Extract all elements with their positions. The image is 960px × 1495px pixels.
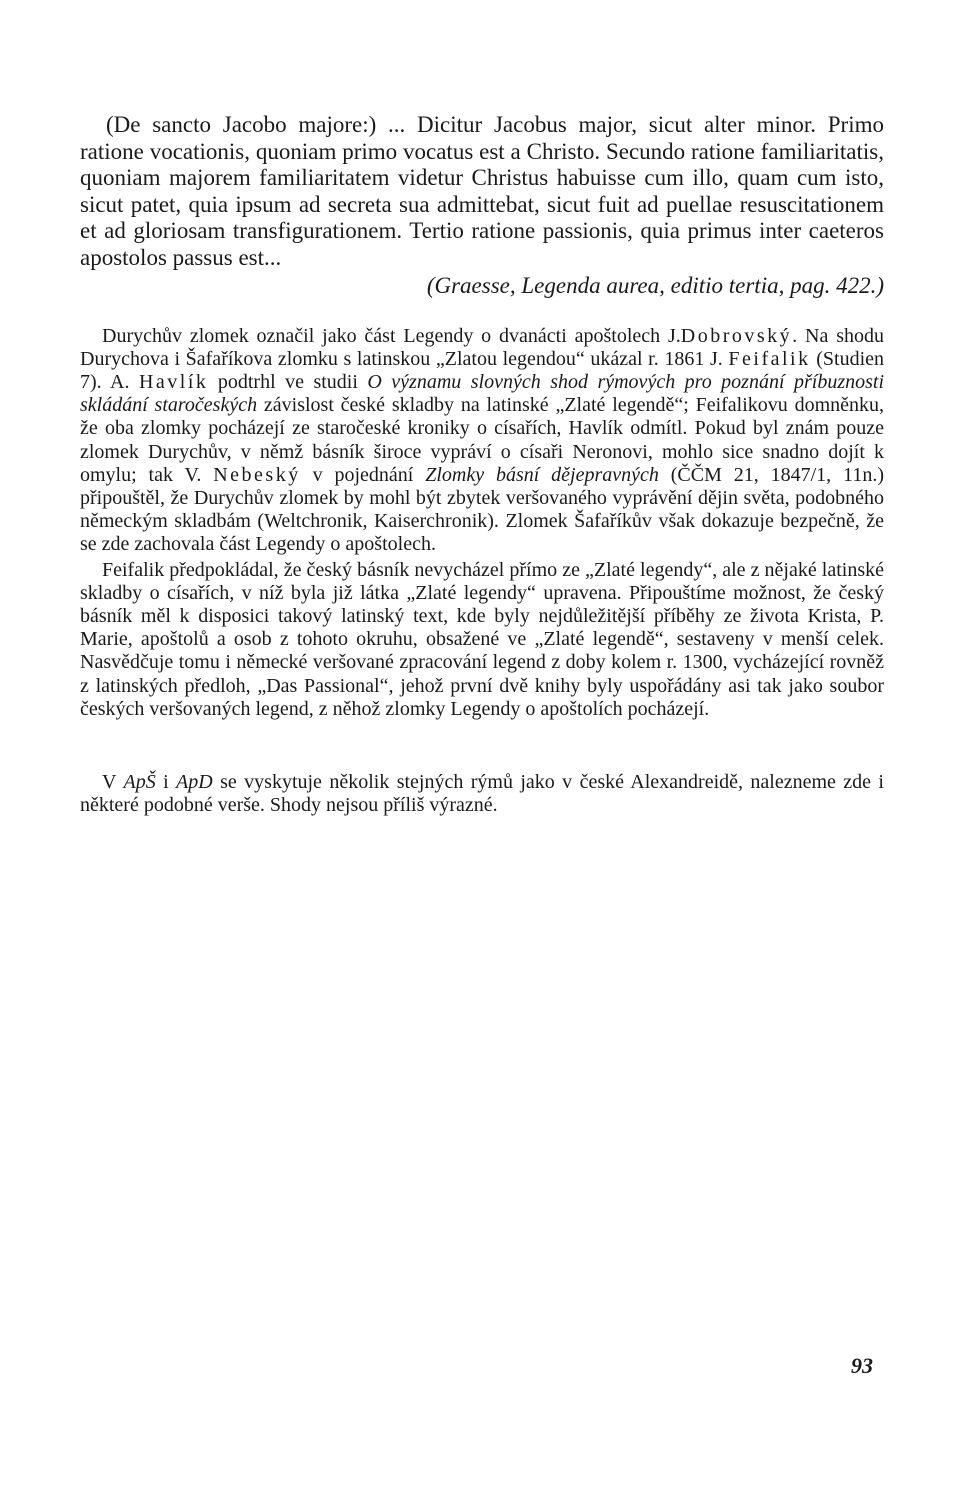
text-run: (ČČM 21, 1847/1, 11n.) připouštěl, že Durychův zlomek by mohl být zbytek veršovaného vyprávění dějin světa, podobného německým skladbám (Weltchronik, Kaiserchronik). Zlomek Šafaříkův však dokazuje bezpečně, že se zde zachovala část Legendy o apoštolech. [80,463,884,556]
text-run: se vyskytuje několik stejných rýmů jako v české Alexandreidě, nalezneme zde i některé podobné verše. Shody nejsou příliš výrazné. [80,770,884,817]
latin-quote: (De sancto Jacobo majore:) ... Dicitur Jacobus major, sicut alter minor. Primo ratione vocationis, quoniam primo vocatus est a Christo. Secundo ratione familiaritatis, quoniam majorem familiaritatem videtur Christus habuisse cum illo, quam cum isto, sicut patet, quia ipsum ad secreta sua admittebat, sicut fuit ad puellae resuscitationem et ad gloriosam transfigurationem. Tertio ratione passionis, quia primus inter caeteros apostolos passus est... [80,112,884,270]
quote-citation: (Graesse, Legenda aurea, editio tertia, pag. 422.) [426,273,884,298]
siglum-apd: ApD [176,770,213,793]
paragraph-durych-fragment [80,325,884,557]
author-name: Feifalik [728,347,811,370]
text-run: Durychův zlomek označil jako část Legendy o dvanácti apoštolech J. [102,324,681,347]
text-run: V [102,770,124,793]
text-run: podtrhl ve studii [208,370,368,393]
text-run: (Studien 7). A. [80,347,885,393]
text-run: závislost české skladby na latinské „Zlaté legendě“; Feifalikovu domněnku, že oba zlomky pocházejí ze staročeské kroniky o císařích, Havlík odmítl. Pokud byl znám pouze zlomek Durychův, v němž básník široce vypráví o císaři Neronovi, mohlo sice snadno dojít k omylu; tak V. [80,394,884,486]
paragraph-alexandreis [80,771,884,817]
page-content [80,112,884,817]
text-run: . Na shodu Durychova i Šafaříkova zlomku s latinskou „Zlatou legendou“ ukázal r. 1861 J. [80,324,884,370]
author-name: Nebeský [213,463,301,486]
siglum-aps: ApŠ [123,770,156,793]
study-title: Zlomky básní dějepravných [425,463,659,486]
study-title: O významu slovných shod rýmových pro poznání příbuznosti skládání staročeských [80,370,885,417]
author-name: Havlík [138,370,209,393]
page-number: 93 [851,1353,873,1378]
text-run: v pojednání [300,463,426,486]
author-name: Dobrovský [680,324,793,347]
paragraph-feifalik: Feifalik předpokládal, že český básník nevycházel přímo ze „Zlaté legendy“, ale z nějaké latinské skladby o císařích, v níž byla již látka „Zlaté legendy“ upravena. Připouštíme možnost, že český básník měl k disposici takový latinský text, kde byly nejdůležitější příběhy ze života Krista, P. Marie, apoštolů a osob z tohoto okruhu, obsažené ve „Zlaté legendě“, sestaveny v menší celek. Nasvědčuje tomu i německé veršované zpracování legend z doby kolem r. 1300, vycházející rovněž z latinských předloh, „Das Passional“, jehož první dvě knihy byly uspořádány asi tak jako soubor českých veršovaných legend, z něhož zlomky Legendy o apoštolích pocházejí. [80,558,884,720]
text-run: i [155,770,177,793]
